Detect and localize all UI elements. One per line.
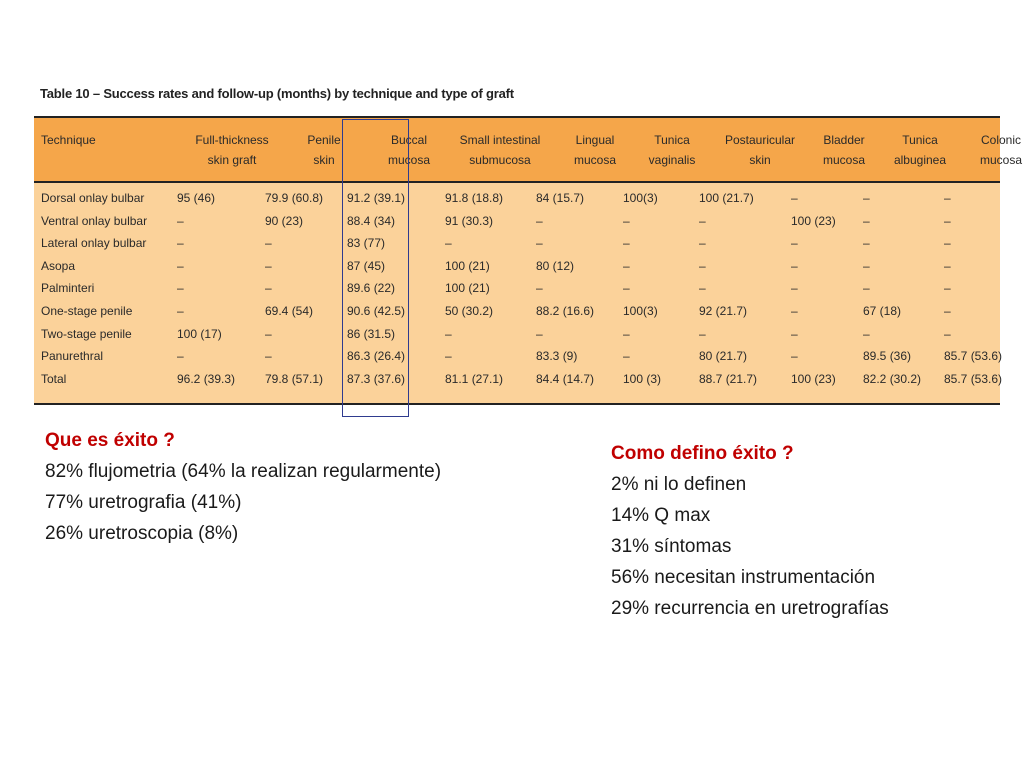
- cell-buccal-mucosa: 87.3 (37.6): [347, 371, 406, 386]
- left-line-2: 77% uretrografia (41%): [45, 492, 242, 513]
- cell-postauricular-skin: –: [699, 236, 706, 251]
- cell-penile-skin: 79.8 (57.1): [265, 371, 324, 386]
- cell-penile-skin: 79.9 (60.8): [265, 191, 324, 205]
- cell-postauricular-skin: 100 (21.7): [699, 191, 754, 205]
- buccal-mucosa-highlight: [342, 119, 409, 417]
- cell-small-intestinal-submucosa: –: [445, 326, 452, 341]
- cell-buccal-mucosa: 89.6 (22): [347, 281, 396, 296]
- cell-full-thickness-skin-graft: –: [177, 349, 184, 364]
- cell-buccal-mucosa: 87 (45): [347, 258, 386, 273]
- cell-small-intestinal-submucosa: –: [445, 349, 452, 364]
- cell-buccal-mucosa: 83 (77): [347, 236, 386, 251]
- header-penile-skin: Penile skin: [307, 133, 341, 167]
- row-technique-label: Panurethral: [41, 349, 104, 364]
- row-technique-label: Dorsal onlay bulbar: [41, 191, 145, 205]
- right-line-1: 2% ni lo definen: [611, 474, 747, 495]
- cell-lingual-mucosa: –: [536, 236, 543, 251]
- table-row: [34, 300, 1000, 322]
- header-full-thickness-skin-graft: Full-thickness skin graft: [195, 133, 269, 167]
- right-line-3: 31% síntomas: [611, 536, 732, 557]
- que-es-exito-block: [45, 425, 441, 549]
- cell-bladder-mucosa: –: [791, 304, 798, 318]
- cell-penile-skin: 90 (23): [265, 213, 304, 228]
- row-technique-label: Lateral onlay bulbar: [41, 236, 147, 251]
- table-header: [34, 118, 1023, 183]
- cell-tunica-vaginalis: 100(3): [623, 304, 658, 318]
- cell-tunica-vaginalis: –: [623, 326, 630, 341]
- success-rates-table: [34, 116, 1023, 405]
- cell-tunica-vaginalis: 100(3): [623, 191, 658, 205]
- cell-colonic-mucosa: –: [944, 258, 951, 273]
- cell-bladder-mucosa: –: [791, 281, 798, 296]
- cell-tunica-vaginalis: –: [623, 213, 630, 228]
- cell-bladder-mucosa: –: [791, 326, 798, 341]
- cell-tunica-albuginea: 82.2 (30.2): [863, 371, 922, 386]
- table-row: [34, 255, 1000, 277]
- header-postauricular-skin: Postauricular skin: [724, 133, 796, 167]
- cell-tunica-albuginea: –: [863, 258, 870, 273]
- cell-lingual-mucosa: –: [536, 326, 543, 341]
- cell-colonic-mucosa: –: [944, 326, 951, 341]
- right-line-5: 29% recurrencia en uretrografías: [611, 598, 889, 619]
- cell-tunica-albuginea: 67 (18): [863, 304, 902, 318]
- header-tunica-albuginea: Tunica albuginea: [893, 133, 947, 167]
- cell-tunica-albuginea: –: [863, 281, 870, 296]
- cell-tunica-vaginalis: 100 (3): [623, 371, 662, 386]
- left-line-1: 82% flujometria (64% la realizan regularmente): [45, 461, 442, 482]
- table-row: [34, 187, 1000, 209]
- cell-full-thickness-skin-graft: –: [177, 281, 184, 296]
- cell-bladder-mucosa: 100 (23): [791, 213, 836, 228]
- cell-small-intestinal-submucosa: 91.8 (18.8): [445, 191, 504, 205]
- cell-full-thickness-skin-graft: 96.2 (39.3): [177, 371, 236, 386]
- header-technique: Technique: [41, 133, 96, 147]
- cell-penile-skin: –: [265, 326, 272, 341]
- cell-tunica-vaginalis: –: [623, 349, 630, 364]
- cell-buccal-mucosa: 91.2 (39.1): [347, 191, 406, 205]
- cell-penile-skin: –: [265, 281, 272, 296]
- cell-postauricular-skin: 92 (21.7): [699, 304, 748, 318]
- cell-small-intestinal-submucosa: 81.1 (27.1): [445, 371, 504, 386]
- cell-colonic-mucosa: –: [944, 213, 951, 228]
- cell-tunica-vaginalis: –: [623, 236, 630, 251]
- right-line-4: 56% necesitan instrumentación: [611, 567, 876, 588]
- cell-full-thickness-skin-graft: –: [177, 213, 184, 228]
- que-es-exito-title: Que es éxito ?: [45, 430, 175, 451]
- cell-tunica-albuginea: 89.5 (36): [863, 349, 912, 364]
- header-colonic-mucosa: Colonic mucosa: [979, 133, 1023, 167]
- cell-bladder-mucosa: –: [791, 191, 798, 205]
- cell-buccal-mucosa: 86 (31.5): [347, 326, 396, 341]
- cell-penile-skin: –: [265, 349, 272, 364]
- cell-penile-skin: –: [265, 258, 272, 273]
- table-row: [34, 345, 1003, 367]
- table-row: [34, 210, 1000, 232]
- cell-postauricular-skin: 88.7 (21.7): [699, 371, 758, 386]
- cell-full-thickness-skin-graft: –: [177, 258, 184, 273]
- left-line-3: 26% uretroscopia (8%): [45, 523, 239, 544]
- cell-small-intestinal-submucosa: 100 (21): [445, 258, 490, 273]
- cell-small-intestinal-submucosa: 91 (30.3): [445, 213, 494, 228]
- cell-tunica-albuginea: –: [863, 191, 870, 205]
- cell-buccal-mucosa: 90.6 (42.5): [347, 304, 406, 318]
- cell-full-thickness-skin-graft: 95 (46): [177, 191, 216, 205]
- cell-lingual-mucosa: –: [536, 213, 543, 228]
- cell-colonic-mucosa: –: [944, 281, 951, 296]
- cell-lingual-mucosa: –: [536, 281, 543, 296]
- como-defino-exito-block: [611, 438, 889, 624]
- row-technique-label: One-stage penile: [41, 304, 133, 318]
- cell-tunica-vaginalis: –: [623, 258, 630, 273]
- como-defino-exito-title: Como defino éxito ?: [611, 443, 794, 464]
- cell-penile-skin: –: [265, 236, 272, 251]
- cell-colonic-mucosa: –: [944, 191, 951, 205]
- cell-bladder-mucosa: –: [791, 349, 798, 364]
- cell-bladder-mucosa: –: [791, 258, 798, 273]
- table-row: [34, 323, 1000, 345]
- cell-colonic-mucosa: –: [944, 236, 951, 251]
- cell-postauricular-skin: –: [699, 326, 706, 341]
- header-bladder-mucosa: Bladder mucosa: [822, 133, 866, 167]
- cell-bladder-mucosa: 100 (23): [791, 371, 836, 386]
- row-technique-label: Palminteri: [41, 281, 95, 296]
- cell-lingual-mucosa: 80 (12): [536, 258, 575, 273]
- cell-small-intestinal-submucosa: 100 (21): [445, 281, 490, 296]
- right-line-2: 14% Q max: [611, 505, 711, 526]
- cell-postauricular-skin: –: [699, 281, 706, 296]
- cell-lingual-mucosa: 84.4 (14.7): [536, 371, 595, 386]
- cell-bladder-mucosa: –: [791, 236, 798, 251]
- cell-lingual-mucosa: 83.3 (9): [536, 349, 578, 364]
- cell-buccal-mucosa: 86.3 (26.4): [347, 349, 406, 364]
- table-row: [34, 368, 1003, 390]
- table-row: [34, 277, 1000, 299]
- cell-tunica-albuginea: –: [863, 236, 870, 251]
- cell-small-intestinal-submucosa: –: [445, 236, 452, 251]
- row-technique-label: Total: [41, 371, 67, 386]
- cell-tunica-albuginea: –: [863, 213, 870, 228]
- header-lingual-mucosa: Lingual mucosa: [573, 133, 617, 167]
- cell-lingual-mucosa: 84 (15.7): [536, 191, 585, 205]
- cell-buccal-mucosa: 88.4 (34): [347, 213, 396, 228]
- cell-colonic-mucosa: –: [944, 304, 951, 318]
- cell-tunica-albuginea: –: [863, 326, 870, 341]
- cell-tunica-vaginalis: –: [623, 281, 630, 296]
- cell-penile-skin: 69.4 (54): [265, 304, 314, 318]
- cell-small-intestinal-submucosa: 50 (30.2): [445, 304, 494, 318]
- row-technique-label: Asopa: [41, 258, 76, 273]
- cell-full-thickness-skin-graft: –: [177, 236, 184, 251]
- row-technique-label: Ventral onlay bulbar: [41, 213, 148, 228]
- row-technique-label: Two-stage penile: [41, 326, 132, 341]
- cell-colonic-mucosa: 85.7 (53.6): [944, 371, 1003, 386]
- header-small-intestinal-submucosa: Small intestinal submucosa: [459, 133, 541, 167]
- cell-colonic-mucosa: 85.7 (53.6): [944, 349, 1003, 364]
- cell-full-thickness-skin-graft: –: [177, 304, 184, 318]
- cell-postauricular-skin: 80 (21.7): [699, 349, 748, 364]
- cell-postauricular-skin: –: [699, 258, 706, 273]
- table-row: [34, 232, 1000, 254]
- cell-postauricular-skin: –: [699, 213, 706, 228]
- header-buccal-mucosa: Buccal mucosa: [387, 133, 431, 167]
- cell-full-thickness-skin-graft: 100 (17): [177, 326, 222, 341]
- table-caption: Table 10 – Success rates and follow-up (months) by technique and type of graft: [40, 86, 514, 101]
- cell-lingual-mucosa: 88.2 (16.6): [536, 304, 595, 318]
- header-tunica-vaginalis: Tunica vaginalis: [648, 133, 696, 167]
